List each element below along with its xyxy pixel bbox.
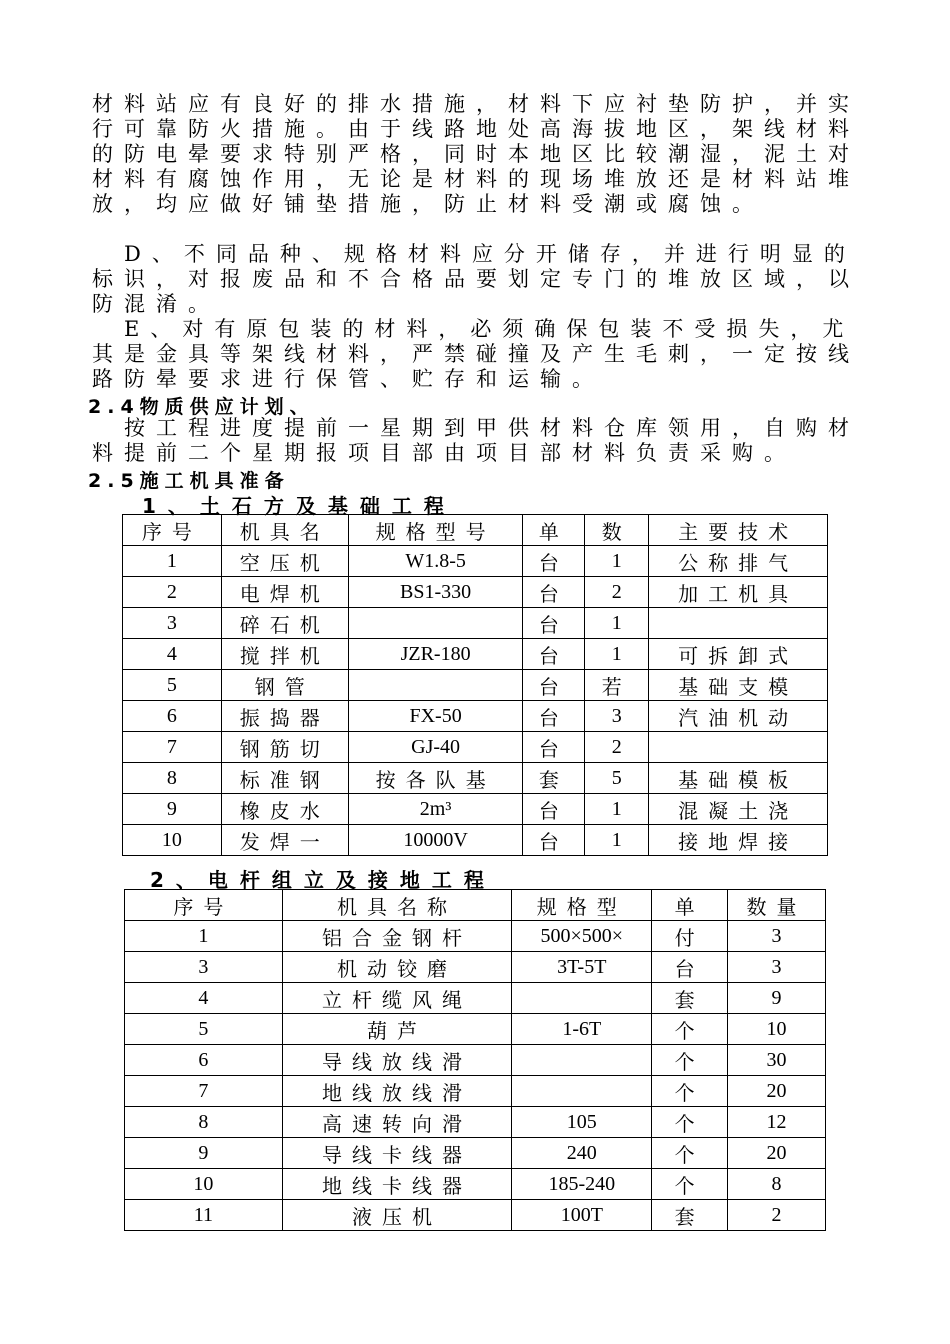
table2-cell: 套 [652, 1200, 728, 1231]
table1-cell: 台 [523, 608, 585, 639]
table1-cell [348, 608, 523, 639]
table1-cell: 台 [523, 794, 585, 825]
table2-cell: 个 [652, 1014, 728, 1045]
section-2-4-heading: 2.4物质供应计划、 [88, 396, 315, 418]
table1-cell [649, 732, 828, 763]
table1-cell: 10000V [348, 825, 523, 856]
table2-cell: 12 [728, 1107, 826, 1138]
table1-row [123, 670, 828, 701]
table1-cell: 碎石机 [221, 608, 348, 639]
table1-cell: 加工机具 [649, 577, 828, 608]
table2-cell: 个 [652, 1138, 728, 1169]
table1-cell: 汽油机动 [649, 701, 828, 732]
table1-cell: 1 [585, 608, 649, 639]
paragraph-item-e: E、对有原包装的材料，必须确保包装不受损失，尤其是金具等架线材料，严禁碰撞及产生毛刺，一定按线路防晕要求进行保管、贮存和运输。 [92, 317, 860, 391]
table2-cell: 3 [728, 921, 826, 952]
table2-cell: 3 [125, 952, 283, 983]
table2-cell: 5 [125, 1014, 283, 1045]
table2-row [125, 1014, 826, 1045]
table2-cell: 30 [728, 1045, 826, 1076]
table1-cell: 1 [123, 546, 222, 577]
table1-cell: 若 [585, 670, 649, 701]
table2-cell: 4 [125, 983, 283, 1014]
table1-cell: FX-50 [348, 701, 523, 732]
table2-header-row [125, 890, 826, 921]
table2-cell: 3 [728, 952, 826, 983]
table1-cell: 1 [585, 546, 649, 577]
table1-row [123, 732, 828, 763]
table1-cell: 7 [123, 732, 222, 763]
table1-cell: 序号 [123, 515, 222, 546]
table1-cell: 橡皮水 [221, 794, 348, 825]
table1-cell: 台 [523, 577, 585, 608]
table2-cell: 地线放线滑 [282, 1076, 512, 1107]
table1-cell: 空压机 [221, 546, 348, 577]
table1-cell: 台 [523, 701, 585, 732]
table1-cell: W1.8-5 [348, 546, 523, 577]
table1-row [123, 577, 828, 608]
table2-cell: 葫芦 [282, 1014, 512, 1045]
table1-cell: 台 [523, 546, 585, 577]
table2-cell: 个 [652, 1107, 728, 1138]
table1-row [123, 639, 828, 670]
table2-cell: 导线卡线器 [282, 1138, 512, 1169]
table1-cell: 8 [123, 763, 222, 794]
table2-cell: 105 [512, 1107, 652, 1138]
table1-row [123, 825, 828, 856]
table1-row [123, 608, 828, 639]
table2-cell: 数量 [728, 890, 826, 921]
table2-cell: 8 [728, 1169, 826, 1200]
section-2-5-heading: 2.5施工机具准备 [88, 470, 290, 492]
table2-cell: 100T [512, 1200, 652, 1231]
table1-cell: 3 [585, 701, 649, 732]
table2-cell: 9 [728, 983, 826, 1014]
pole-erection-equipment-table [124, 889, 826, 1231]
table1-cell: 振捣器 [221, 701, 348, 732]
table2-cell: 10 [728, 1014, 826, 1045]
table1-cell: 主要技术 [649, 515, 828, 546]
table2-cell: 个 [652, 1045, 728, 1076]
table2-row [125, 1138, 826, 1169]
table1-cell: 9 [123, 794, 222, 825]
table1-title: 1、土石方及基础工程 [142, 494, 456, 518]
table1-cell: 机具名 [221, 515, 348, 546]
table1-row [123, 763, 828, 794]
table1-cell: 搅拌机 [221, 639, 348, 670]
table1-cell: GJ-40 [348, 732, 523, 763]
table2-cell: 6 [125, 1045, 283, 1076]
table1-row [123, 701, 828, 732]
table2-cell: 个 [652, 1169, 728, 1200]
table1-cell: 台 [523, 670, 585, 701]
table2-cell: 2 [728, 1200, 826, 1231]
table2-cell: 高速转向滑 [282, 1107, 512, 1138]
table1-header-row [123, 515, 828, 546]
table1-cell: 6 [123, 701, 222, 732]
earthwork-equipment-table [122, 514, 828, 856]
table2-cell: 液压机 [282, 1200, 512, 1231]
section-2-4-text: 按工程进度提前一星期到甲供材料仓库领用，自购材料提前二个星期报项目部由项目部材料负责采购。 [92, 416, 860, 465]
table1-cell [348, 670, 523, 701]
table2-cell: 9 [125, 1138, 283, 1169]
table1-cell: 台 [523, 639, 585, 670]
table2-cell: 8 [125, 1107, 283, 1138]
table2-cell: 付 [652, 921, 728, 952]
table2-cell: 185-240 [512, 1169, 652, 1200]
table2-cell: 台 [652, 952, 728, 983]
table1-cell: 接地焊接 [649, 825, 828, 856]
table1-cell: 钢筋切 [221, 732, 348, 763]
table2-cell: 机动铰磨 [282, 952, 512, 983]
table2-cell: 规格型 [512, 890, 652, 921]
table2-cell: 地线卡线器 [282, 1169, 512, 1200]
table2-row [125, 983, 826, 1014]
table2-cell: 1-6T [512, 1014, 652, 1045]
table2-cell: 序号 [125, 890, 283, 921]
table1-cell: 3 [123, 608, 222, 639]
table2-cell: 3T-5T [512, 952, 652, 983]
table1-cell: 公称排气 [649, 546, 828, 577]
table1-row [123, 794, 828, 825]
table1-row [123, 546, 828, 577]
table2-cell: 7 [125, 1076, 283, 1107]
table2-row [125, 1200, 826, 1231]
table2-cell: 20 [728, 1138, 826, 1169]
table2-cell: 导线放线滑 [282, 1045, 512, 1076]
table2-cell: 11 [125, 1200, 283, 1231]
table1-cell: 混凝土浇 [649, 794, 828, 825]
table1-cell: 2 [123, 577, 222, 608]
table1-cell: 2 [585, 577, 649, 608]
table1-cell: 基础模板 [649, 763, 828, 794]
table2-cell: 单 [652, 890, 728, 921]
table1-cell: 单 [523, 515, 585, 546]
table2-cell: 机具名称 [282, 890, 512, 921]
table1-cell: 数 [585, 515, 649, 546]
table1-cell: 2m³ [348, 794, 523, 825]
table1-cell: 可拆卸式 [649, 639, 828, 670]
table2-row [125, 1107, 826, 1138]
table1-cell: BS1-330 [348, 577, 523, 608]
table1-cell: 台 [523, 825, 585, 856]
table1-cell: 2 [585, 732, 649, 763]
table1-cell: 按各队基 [348, 763, 523, 794]
table1-cell: 钢管 [221, 670, 348, 701]
table2-row [125, 1045, 826, 1076]
table1-cell: 4 [123, 639, 222, 670]
table1-cell: 电焊机 [221, 577, 348, 608]
table1-cell: 10 [123, 825, 222, 856]
table1-cell: 套 [523, 763, 585, 794]
paragraph-item-d: D、不同品种、规格材料应分开储存，并进行明显的标识，对报废品和不合格品要划定专门的堆放区域，以防混淆。 [92, 242, 860, 316]
table2-cell: 20 [728, 1076, 826, 1107]
table1-cell: 规格型号 [348, 515, 523, 546]
table1-cell: 发焊一 [221, 825, 348, 856]
table1-cell: 1 [585, 639, 649, 670]
table1-cell: 标准钢 [221, 763, 348, 794]
table2-row [125, 1169, 826, 1200]
table1-cell: 台 [523, 732, 585, 763]
table2-cell: 套 [652, 983, 728, 1014]
table2-row [125, 921, 826, 952]
table2-cell: 立杆缆风绳 [282, 983, 512, 1014]
paragraph-material-station: 材料站应有良好的排水措施，材料下应衬垫防护，并实行可靠防火措施。由于线路地处高海拔地区，架线材料的防电晕要求特别严格，同时本地区比较潮湿，泥土对材料有腐蚀作用，无论是材料的现场堆放还是材料站堆放，均应做好铺垫措施，防止材料受潮或腐蚀。 [92, 92, 860, 216]
table2-title: 2、电杆组立及接地工程 [150, 868, 496, 892]
table1-cell: JZR-180 [348, 639, 523, 670]
table2-cell: 500×500× [512, 921, 652, 952]
table2-cell: 10 [125, 1169, 283, 1200]
table2-cell [512, 1045, 652, 1076]
table2-cell: 1 [125, 921, 283, 952]
table2-row [125, 1076, 826, 1107]
table2-cell: 铝合金钢杆 [282, 921, 512, 952]
table1-cell: 5 [123, 670, 222, 701]
table1-cell: 基础支模 [649, 670, 828, 701]
table2-cell: 个 [652, 1076, 728, 1107]
table1-cell: 1 [585, 794, 649, 825]
table1-cell: 5 [585, 763, 649, 794]
table2-row [125, 952, 826, 983]
table2-cell [512, 983, 652, 1014]
table1-cell [649, 608, 828, 639]
table2-cell: 240 [512, 1138, 652, 1169]
table1-cell: 1 [585, 825, 649, 856]
table2-cell [512, 1076, 652, 1107]
